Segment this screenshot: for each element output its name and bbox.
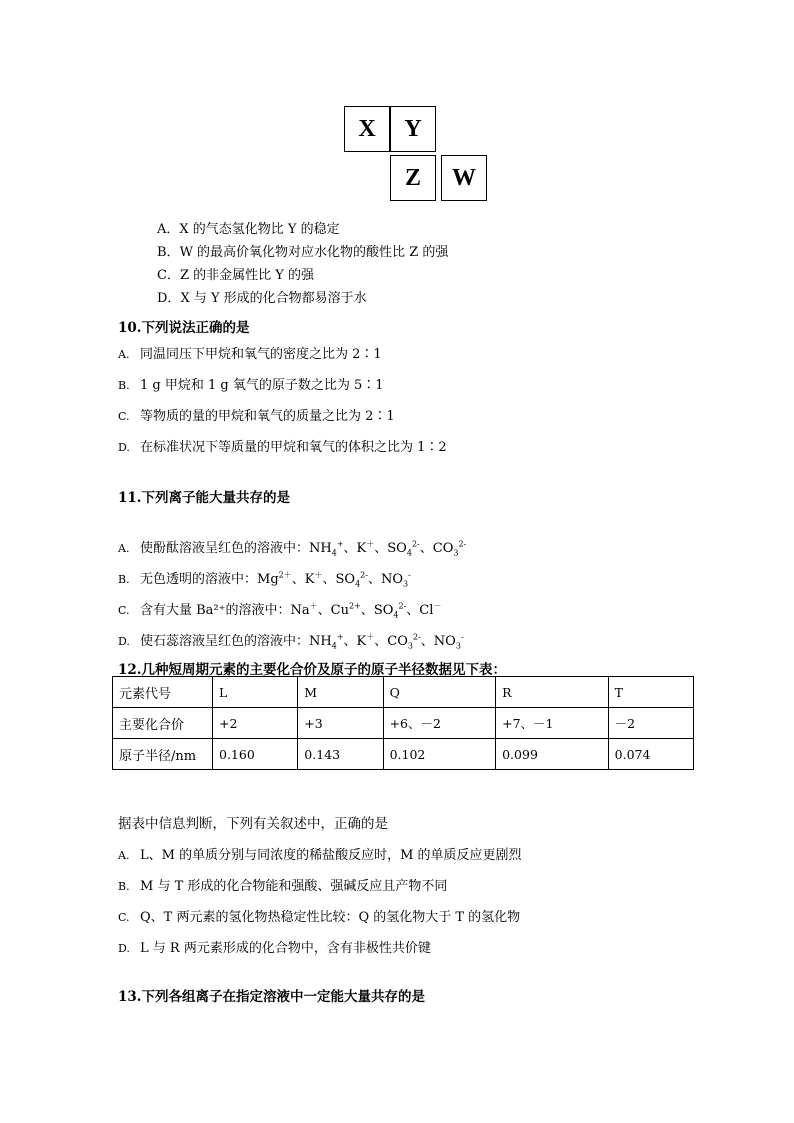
q11-title: 11.下列离子能大量共存的是: [118, 490, 290, 506]
ion-co3: $CO_3^{2-}$: [387, 632, 421, 651]
q12-option-b: B. M 与 T 形成的化合物能和强酸、强碱反应且产物不同: [118, 879, 448, 894]
table-row: [113, 708, 694, 739]
q12-option-c: C. Q、T 两元素的氢化物热稳定性比较：Q 的氢化物大于 T 的氢化物: [118, 910, 521, 925]
table-cell: 0.074: [608, 739, 693, 770]
table-cell: +7、－1: [496, 708, 609, 739]
q11-option-c: C. 含有大量 Ba²⁺的溶液中：Na＋、$Cu^{2+}$、$SO_4^{2-}$、Cl－: [118, 601, 442, 620]
q10-title: 10.下列说法正确的是: [118, 320, 250, 336]
ion-cu: $Cu^{2+}$: [330, 601, 361, 618]
grid-cell-y: Y: [390, 106, 436, 152]
table-cell: 0.099: [496, 739, 609, 770]
ion-so4: $SO_4^{2-}$: [335, 570, 368, 589]
q10-option-b: B. 1 g 甲烷和 1 g 氧气的原子数之比为 5∶1: [118, 378, 384, 393]
table-cell: 元素代号: [113, 677, 213, 708]
ion-mg: $Mg^{2+}$: [257, 570, 292, 587]
table-cell: 原子半径/nm: [113, 739, 213, 770]
table-cell: R: [496, 677, 609, 708]
ion-no3: $NO_3^-$: [380, 570, 411, 589]
q12-option-a: A. L、M 的单质分别与同浓度的稀盐酸反应时，M 的单质反应更剧烈: [118, 848, 522, 863]
table-cell: 0.102: [383, 739, 496, 770]
ion-so4: $SO_4^{2-}$: [387, 539, 420, 558]
table-cell: 0.160: [213, 739, 298, 770]
table-cell: +3: [298, 708, 383, 739]
q12-title: 12.几种短周期元素的主要化合价及原子的原子半径数据见下表：: [118, 662, 506, 678]
q12-option-d: D. L 与 R 两元素形成的化合物中，含有非极性共价键: [118, 941, 431, 956]
grid-cell-z: Z: [390, 155, 436, 201]
ion-k: K＋: [356, 632, 375, 649]
ion-k: K＋: [304, 570, 323, 587]
q9-option-c: C．Z 的非金属性比 Y 的强: [157, 268, 314, 283]
q11-option-d: D. 使石蕊溶液呈红色的溶液中：$NH_4^+$、K＋、$CO_3^{2-}$、$NO_3^-$: [118, 632, 464, 651]
grid-cell-w: W: [441, 155, 487, 201]
ion-cl: Cl－: [419, 601, 442, 618]
ion-nh4: $NH_4^+$: [309, 632, 344, 651]
table-cell: Q: [383, 677, 496, 708]
q13-title: 13.下列各组离子在指定溶液中一定能大量共存的是: [118, 989, 425, 1005]
table-cell: 0.143: [298, 739, 383, 770]
table-cell: 主要化合价: [113, 708, 213, 739]
q10-option-a: A. 同温同压下甲烷和氧气的密度之比为 2∶1: [118, 347, 382, 362]
ion-so4: $SO_4^{2-}$: [373, 601, 407, 620]
q9-option-a: A．X 的气态氢化物比 Y 的稳定: [157, 222, 340, 237]
ion-no3: $NO_3^-$: [433, 632, 464, 651]
q12-stem: 据表中信息判断，下列有关叙述中，正确的是: [118, 816, 388, 832]
element-data-table: [112, 676, 694, 770]
grid-cell-x: X: [344, 106, 390, 152]
q11-option-b: B. 无色透明的溶液中：$Mg^{2+}$、K＋、$SO_4^{2-}$、$NO_3^-$: [118, 570, 411, 589]
q10-option-d: D. 在标准状况下等质量的甲烷和氧气的体积之比为 1∶2: [118, 440, 447, 455]
ion-co3: $CO_3^{2-}$: [432, 539, 467, 558]
ion-k: K＋: [356, 539, 375, 556]
table-cell: +6、－2: [383, 708, 496, 739]
q11-option-a: A. 使酚酞溶液呈红色的溶液中：$NH_4^+$、K＋、$SO_4^{2-}$、$CO_3^{2-}$: [118, 539, 467, 558]
q9-option-b: B．W 的最高价氧化物对应水化物的酸性比 Z 的强: [157, 245, 449, 260]
table-cell: T: [608, 677, 693, 708]
q10-option-c: C. 等物质的量的甲烷和氧气的质量之比为 2∶1: [118, 409, 395, 424]
table-cell: +2: [213, 708, 298, 739]
table-cell: L: [213, 677, 298, 708]
ion-nh4: $NH_4^+$: [309, 539, 344, 558]
table-row: [113, 677, 694, 708]
table-cell: －2: [608, 708, 693, 739]
table-cell: M: [298, 677, 383, 708]
ion-na: Na＋: [290, 601, 318, 618]
table-row: [113, 739, 694, 770]
q9-option-d: D．X 与 Y 形成的化合物都易溶于水: [157, 291, 367, 306]
